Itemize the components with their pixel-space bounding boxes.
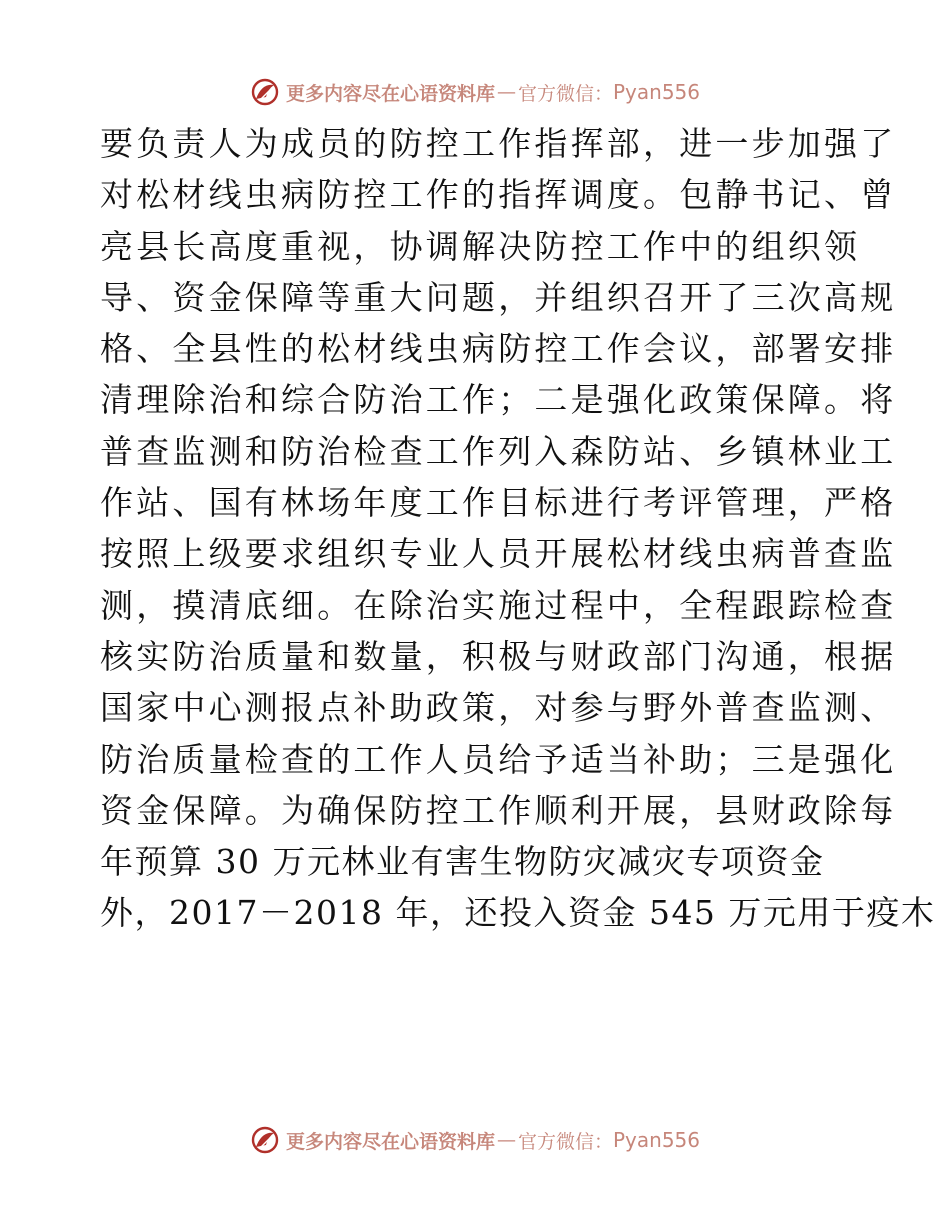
footer-banner — [0, 1120, 950, 1160]
text-line: 国家中心测报点补助政策，对参与野外普查监测、 — [100, 688, 897, 728]
pen-logo-icon — [250, 77, 280, 107]
text-line: 外，2017－2018 年，还投入资金 545 万元用于疫木 — [100, 893, 936, 933]
banner-wechat-id: Pyan556 — [613, 80, 701, 104]
banner-dash: — — [496, 1129, 516, 1151]
text-line: 防治质量检查的工作人员给予适当补助；三是强化 — [100, 739, 897, 779]
text-line: 要负责人为成员的防控工作指挥部，进一步加强了 — [100, 124, 897, 163]
text-line: 按照上级要求组织专业人员开展松材线虫病普查监 — [100, 534, 897, 574]
banner-wechat-label: 官方微信： — [517, 1130, 613, 1153]
text-line: 资金保障。为确保防控工作顺利开展，县财政除每 — [100, 790, 897, 830]
text-line: 格、全县性的松材线虫病防控工作会议，部署安排 — [100, 329, 897, 369]
pen-logo-icon — [250, 1125, 280, 1155]
text-line: 测，摸清底细。在除治实施过程中，全程跟踪检查 — [100, 585, 897, 625]
body-text — [100, 118, 936, 939]
banner-wechat-id: Pyan556 — [613, 1128, 701, 1152]
text-line: 对松材线虫病防控工作的指挥调度。包静书记、曾 — [100, 175, 897, 215]
text-line: 核实防治质量和数量，积极与财政部门沟通，根据 — [100, 636, 897, 676]
text-line: 清理除治和综合防治工作；二是强化政策保障。将 — [100, 380, 897, 420]
banner-main-text: 更多内容尽在心语资料库 — [285, 82, 495, 105]
text-line: 亮县长高度重视，协调解决防控工作中的组织领 — [100, 226, 861, 266]
banner-wechat-label: 官方微信： — [517, 82, 613, 105]
text-line: 年预算 30 万元林业有害生物防灾减灾专项资金 — [100, 842, 825, 882]
text-line: 导、资金保障等重大问题，并组织召开了三次高规 — [100, 277, 897, 317]
banner-dash: — — [496, 81, 516, 103]
header-banner — [0, 72, 950, 112]
text-line: 作站、国有林场年度工作目标进行考评管理，严格 — [100, 483, 897, 523]
banner-main-text: 更多内容尽在心语资料库 — [285, 1130, 495, 1153]
text-line: 普查监测和防治检查工作列入森防站、乡镇林业工 — [100, 431, 897, 471]
